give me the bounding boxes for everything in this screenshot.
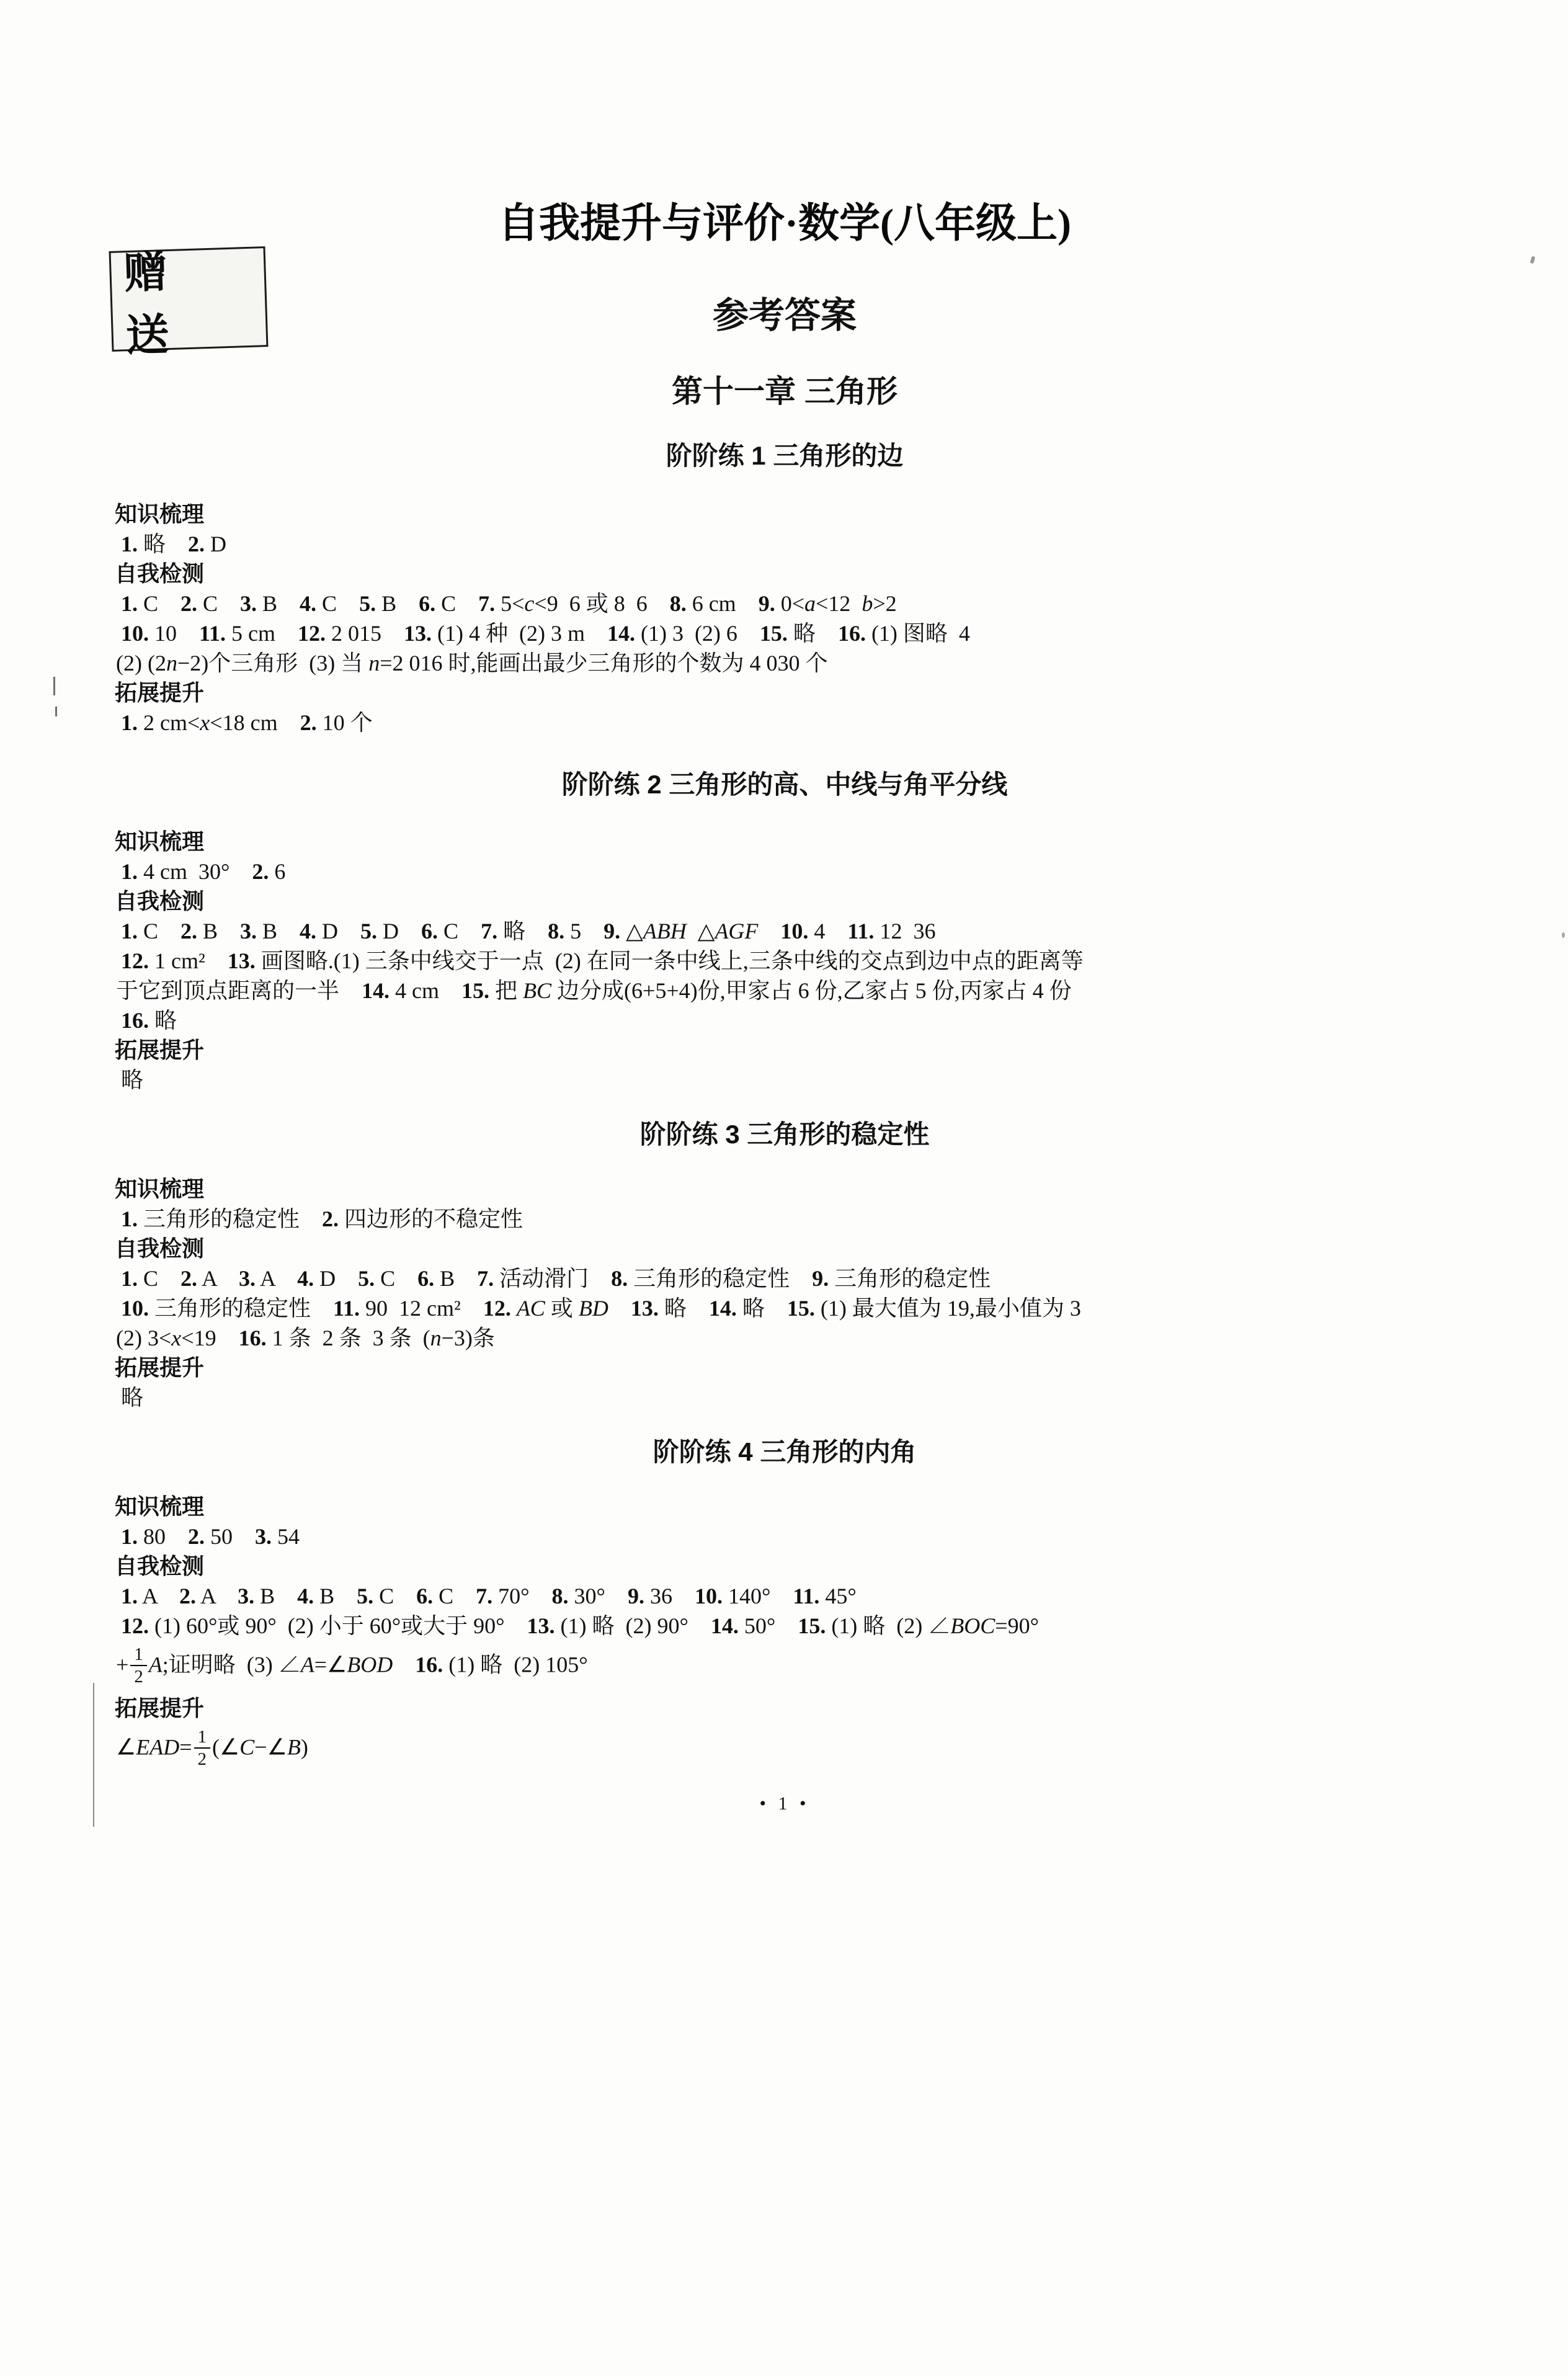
block-label-extension: 拓展提升 [115, 680, 205, 705]
answer-line: 略 [121, 1385, 144, 1410]
answer-line: 1. A 2. A 3. B 4. B 5. C 6. C 7. 70° 8. 30° 9. 36 10. 140° 11. 45° [121, 1584, 857, 1608]
answer-line: 16. 略 [121, 1008, 177, 1033]
block-label-selftest: 自我检测 [115, 1553, 205, 1579]
answer-line: 12. 1 cm² 13. 画图略.(1) 三条中线交于一点 (2) 在同一条中线上,三条中线的交点到边中点的距离等 [121, 948, 1084, 973]
block-label-extension: 拓展提升 [115, 1355, 205, 1380]
page-content [0, 202, 1568, 1815]
answers-title: 参考答案 [712, 295, 857, 336]
gift-stamp-box [109, 246, 269, 360]
block-label-knowledge: 知识梳理 [115, 1494, 205, 1519]
scan-artifact [1562, 932, 1565, 938]
answer-line: 10. 三角形的稳定性 11. 90 12 cm² 12. AC 或 BD 13. 略 14. 略 15. (1) 最大值为 19,最小值为 3 [121, 1296, 1081, 1321]
answer-line: 1. C 2. C 3. B 4. C 5. B 6. C 7. 5<c<9 6 或 8 6 8. 6 cm 9. 0<a<12 b>2 [121, 591, 897, 616]
block-label-knowledge: 知识梳理 [115, 1176, 205, 1202]
answer-line: 1. 4 cm 30° 2. 6 [121, 859, 286, 884]
answer-line: 10. 10 11. 5 cm 12. 2 015 13. (1) 4 种 (2) 3 m 14. (1) 3 (2) 6 15. 略 16. (1) 图略 4 [121, 621, 970, 646]
answer-line: 于它到顶点距离的一半 14. 4 cm 15. 把 BC 边分成(6+5+4)份,甲家占 6 份,乙家占 5 份,丙家占 4 份 [116, 978, 1072, 1003]
section-heading-2: 阶阶练 2 三角形的高、中线与角平分线 [561, 770, 1008, 799]
answer-line: + $\frac{1}{2}$ A;证明略 (3) ∠A=∠BOD 16. (1) 略 (2) 105° [116, 1644, 588, 1687]
block-label-selftest: 自我检测 [115, 1236, 205, 1261]
answer-line: 1. 2 cm<x<18 cm 2. 10 个 [121, 710, 373, 735]
section-heading-3: 阶阶练 3 三角形的稳定性 [639, 1120, 930, 1149]
chapter-heading: 第十一章 三角形 [672, 374, 898, 409]
scan-artifact [53, 677, 55, 695]
page-number: • 1 • [759, 1793, 810, 1814]
answer-line: 1. 三角形的稳定性 2. 四边形的不稳定性 [121, 1206, 523, 1231]
block-label-extension: 拓展提升 [115, 1037, 205, 1063]
scanned-answer-page [0, 202, 1568, 2377]
section-heading-4: 阶阶练 4 三角形的内角 [653, 1437, 917, 1466]
answer-line: (2) 3<x<19 16. 1 条 2 条 3 条 (n−3)条 [116, 1326, 495, 1350]
gift-stamp-label: 赠 送 [123, 247, 186, 360]
block-label-knowledge: 知识梳理 [115, 829, 205, 854]
answer-line: 12. (1) 60°或 90° (2) 小于 60°或大于 90° 13. (1) 略 (2) 90° 14. 50° 15. (1) 略 (2) ∠BOC=90° [121, 1613, 1039, 1638]
section-heading-1: 阶阶练 1 三角形的边 [666, 441, 904, 470]
answer-line: 1. C 2. A 3. A 4. D 5. C 6. B 7. 活动滑门 8. 三角形的稳定性 9. 三角形的稳定性 [121, 1266, 991, 1291]
block-label-selftest: 自我检测 [115, 888, 205, 914]
answer-line: 1. C 2. B 3. B 4. D 5. D 6. C 7. 略 8. 5 9. △ABH △AGF 10. 4 11. 12 36 [121, 919, 936, 943]
block-label-extension: 拓展提升 [115, 1695, 205, 1721]
block-label-selftest: 自我检测 [115, 561, 205, 586]
answer-line: 1. 80 2. 50 3. 54 [121, 1524, 300, 1549]
answer-formula-line: ∠EAD= $\frac{1}{2}$ (∠C−∠B) [116, 1726, 308, 1769]
answer-line: 1. 略 2. D [121, 532, 227, 556]
block-label-knowledge: 知识梳理 [115, 501, 205, 527]
scan-artifact [93, 1683, 94, 1827]
answer-line: 略 [121, 1068, 144, 1092]
scan-artifact [55, 707, 57, 716]
answer-line: (2) (2n−2)个三角形 (3) 当 n=2 016 时,能画出最少三角形的个数为 4 030 个 [116, 651, 828, 676]
book-title: 自我提升与评价·数学(八年级上) [498, 201, 1071, 246]
